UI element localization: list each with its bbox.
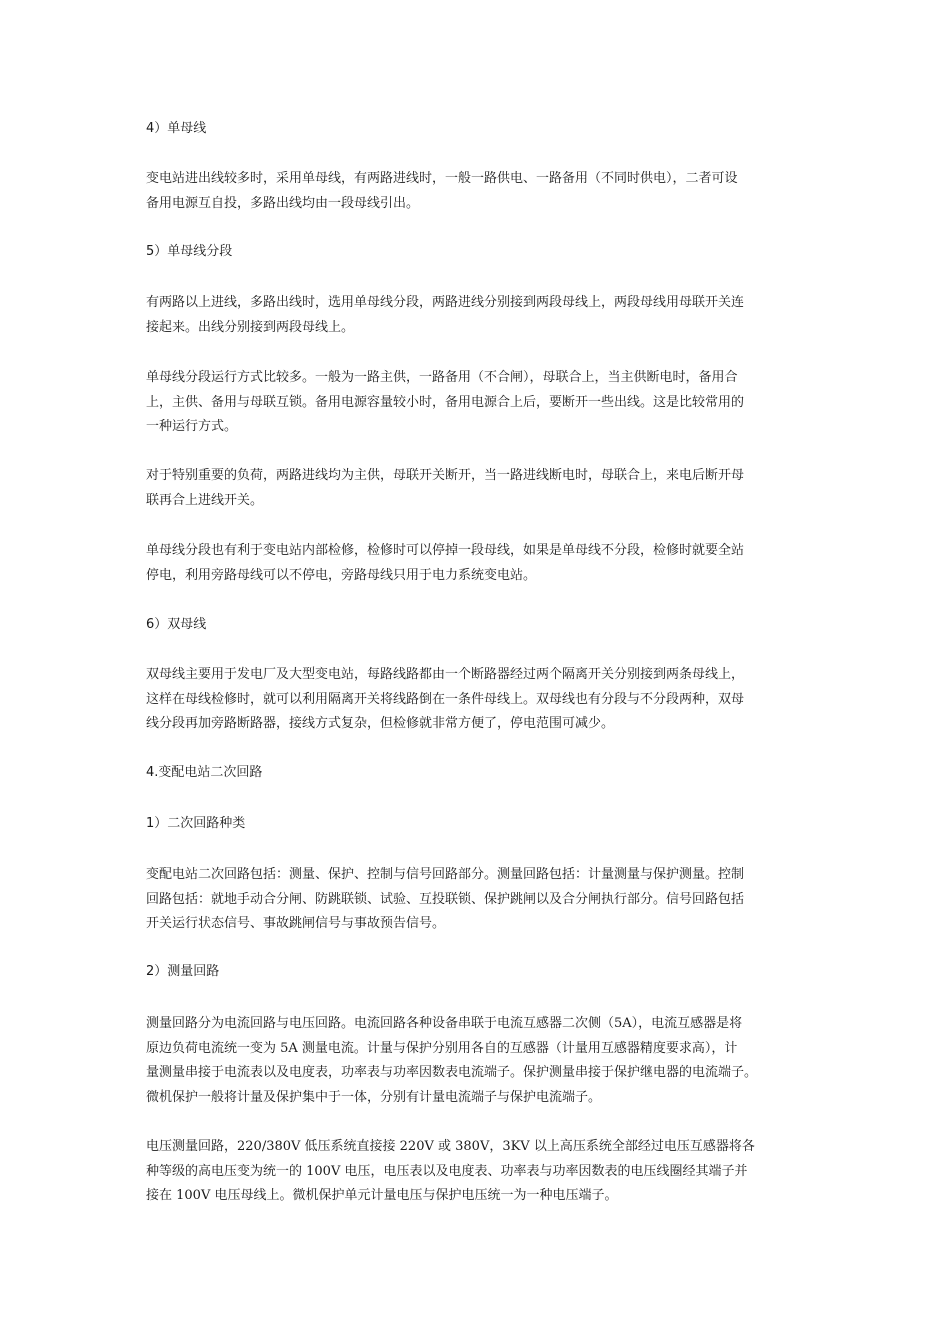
text-line: 有两路以上进线，多路出线时，选用单母线分段，两路进线分别接到两段母线上，两段母线用母联开关连 <box>146 295 745 310</box>
text-line: 变配电站二次回路包括：测量、保护、控制与信号回路部分。测量回路包括：计量测量与保护测量。控制 <box>146 867 745 882</box>
text-line: 接在 100V 电压母线上。微机保护单元计量电压与保护电压统一为一种电压端子。 <box>146 1188 618 1203</box>
paragraph-current-measurement <box>146 1012 810 1110</box>
heading-secondary-circuits <box>146 761 810 786</box>
paragraph-voltage-measurement <box>146 1135 810 1209</box>
text-line: 联再合上进线开关。 <box>146 492 264 508</box>
paragraph-single-busbar <box>146 167 810 216</box>
text-line: 种等级的高电压变为统一的 100V 电压，电压表以及电度表、功率表与功率因数表的电压线圈经其端子并 <box>146 1163 748 1179</box>
text-line: 单母线分段也有利于变电站内部检修，检修时可以停掉一段母线，如果是单母线不分段，检修时就要全站 <box>146 543 745 558</box>
paragraph-sectionalized-operation <box>146 366 810 440</box>
text-line: 这样在母线检修时，就可以利用隔离开关将线路倒在一条件母线上。双母线也有分段与不分段两种，双母 <box>146 691 745 707</box>
text-line: 一种运行方式。 <box>146 419 238 434</box>
paragraph-double-busbar <box>146 663 810 737</box>
heading-single-busbar <box>146 117 810 142</box>
text-line: 4）单母线 <box>146 121 207 136</box>
text-line: 2）测量回路 <box>146 964 220 979</box>
text-line: 停电，利用旁路母线可以不停电，旁路母线只用于电力系统变电站。 <box>146 567 537 583</box>
paragraph-maintenance <box>146 539 810 588</box>
text-line: 微机保护一般将计量及保护集中于一体，分别有计量电流端子与保护电流端子。 <box>146 1089 602 1105</box>
text-line: 电压测量回路，220/380V 低压系统直接接 220V 或 380V，3KV 以上高压系统全部经过电压互感器将各 <box>146 1139 755 1154</box>
paragraph-sectionalized-intro <box>146 291 810 340</box>
heading-circuit-types <box>146 812 810 837</box>
text-line: 6）双母线 <box>146 617 207 632</box>
heading-double-busbar <box>146 613 810 638</box>
text-line: 回路包括：就地手动合分闸、防跳联锁、试验、互投联锁、保护跳闸以及合分闸执行部分。信号回路包括 <box>146 891 745 907</box>
paragraph-circuit-types <box>146 863 810 937</box>
text-line: 1）二次回路种类 <box>146 816 246 831</box>
text-line: 原边负荷电流统一变为 5A 测量电流。计量与保护分别用各自的互感器（计量用互感器精度要求高），计 <box>146 1040 738 1056</box>
text-line: 接起来。出线分别接到两段母线上。 <box>146 319 355 335</box>
text-line: 变电站进出线较多时，采用单母线，有两路进线时，一般一路供电、一路备用（不同时供电），二者可设 <box>146 171 738 186</box>
heading-sectionalized-busbar <box>146 240 810 265</box>
text-line: 开关运行状态信号、事故跳闸信号与事故预告信号。 <box>146 916 446 931</box>
text-line: 备用电源互自投，多路出线均由一段母线引出。 <box>146 195 420 211</box>
paragraph-important-loads <box>146 464 810 513</box>
text-line: 测量回路分为电流回路与电压回路。电流回路各种设备串联于电流互感器二次侧（5A），电流互感器是将 <box>146 1016 743 1031</box>
text-line: 线分段再加旁路断路器，接线方式复杂，但检修就非常方便了，停电范围可减少。 <box>146 716 615 731</box>
text-line: 5）单母线分段 <box>146 244 233 259</box>
text-line: 单母线分段运行方式比较多。一般为一路主供，一路备用（不合闸），母联合上，当主供断电时，备用合 <box>146 370 738 385</box>
heading-measurement-circuit <box>146 960 810 985</box>
text-line: 对于特别重要的负荷，两路进线均为主供，母联开关断开，当一路进线断电时，母联合上，来电后断开母 <box>146 468 745 483</box>
text-line: 量测量串接于电流表以及电度表，功率表与功率因数表电流端子。保护测量串接于保护继电器的电流端子。 <box>146 1065 758 1080</box>
text-line: 4.变配电站二次回路 <box>146 765 263 780</box>
text-line: 双母线主要用于发电厂及大型变电站，每路线路都由一个断路器经过两个隔离开关分别接到两条母线上， <box>146 667 745 682</box>
text-line: 上，主供、备用与母联互锁。备用电源容量较小时，备用电源合上后，要断开一些出线。这是比较常用的 <box>146 394 745 410</box>
